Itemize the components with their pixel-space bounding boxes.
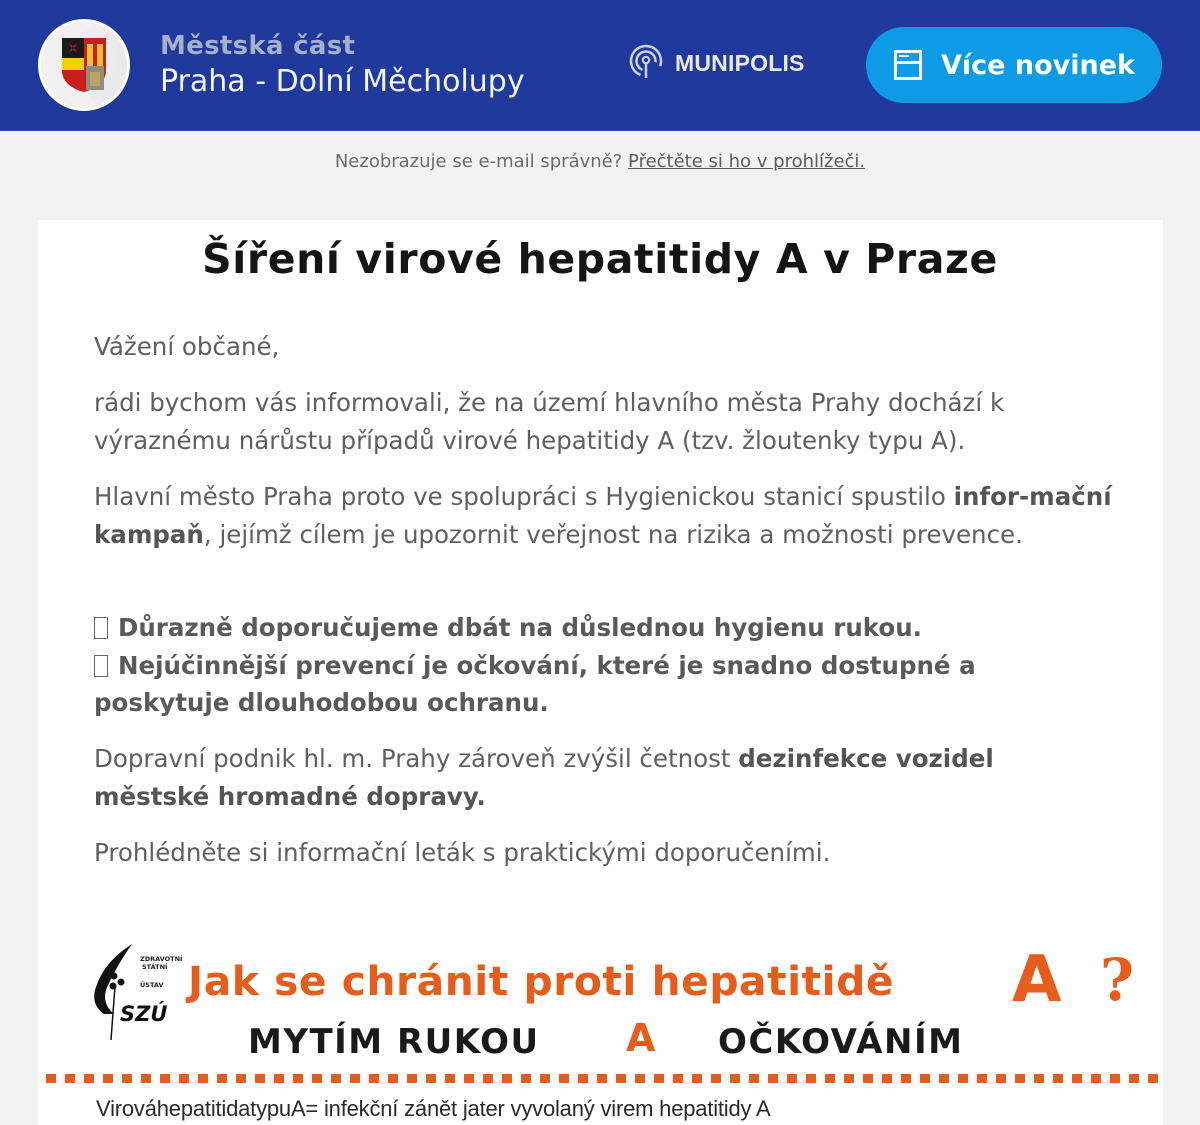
szu-small-text: ÚSTAV bbox=[140, 981, 164, 989]
greeting: Vážení občané, bbox=[94, 332, 280, 361]
article-title: Šíření virové hepatitidy A v Praze bbox=[202, 235, 998, 283]
paragraph-campaign bbox=[94, 478, 1114, 553]
campaign-text-after: , jejímž cílem je upozornit veřejnost na rizika a možnosti prevence. bbox=[203, 519, 1023, 549]
recommendation-item bbox=[94, 647, 1114, 722]
leaflet-vaccination: OČKOVÁNÍM bbox=[718, 1022, 964, 1062]
leaflet-title: Jak se chránit proti hepatitidě bbox=[188, 959, 895, 1005]
notice-text: Nezobrazuje se e-mail správně? bbox=[334, 151, 623, 172]
municipality-logo[interactable] bbox=[38, 19, 130, 111]
coat-of-arms-icon bbox=[60, 36, 108, 94]
campaign-text: Hlavní město Praha proto ve spolupráci s Hygienickou stanicí spustilo bbox=[94, 482, 954, 511]
paragraph-leaflet-intro: Prohlédněte si informační leták s praktickými doporučeními. bbox=[94, 838, 831, 867]
recommendation-text: Důrazně doporučujeme dbát na důslednou hygienu rukou. bbox=[118, 613, 922, 642]
campaign-bold: infor-mační kampaň bbox=[94, 482, 1112, 549]
szu-logo-text: SZÚ bbox=[120, 1002, 168, 1026]
munipolis-logo[interactable] bbox=[627, 44, 805, 82]
missing-emoji-icon bbox=[94, 617, 108, 639]
more-news-label: Více novinek bbox=[941, 49, 1135, 81]
munipolis-label: MUNIPOLIS bbox=[675, 49, 805, 76]
dashed-divider bbox=[46, 1074, 1162, 1083]
newspaper-icon bbox=[893, 49, 923, 81]
recommendations bbox=[94, 609, 1114, 722]
leaflet-definition: VirováhepatitidatypuA= infekční zánět jater vyvolaný virem hepatitidy A bbox=[96, 1096, 771, 1121]
recommendation-item bbox=[94, 609, 1114, 647]
email-header bbox=[0, 0, 1200, 131]
brand-title: Městská část bbox=[160, 31, 356, 61]
broadcast-icon bbox=[627, 44, 665, 82]
leaflet-question-mark: ? bbox=[1100, 946, 1134, 1014]
leaflet-handwashing: MYTÍM RUKOU bbox=[248, 1022, 540, 1062]
brand-subtitle: Praha - Dolní Měcholupy bbox=[160, 64, 525, 99]
szu-small-text: ZDRAVOTNÍ bbox=[140, 955, 183, 963]
transport-text: Dopravní podnik hl. m. Prahy zároveň zvýšil četnost bbox=[94, 744, 739, 773]
leaflet-and: A bbox=[626, 1016, 656, 1060]
recommendation-text: Nejúčinnější prevencí je očkování, které je snadno dostupné a poskytuje dlouhodobou ochranu. bbox=[94, 650, 976, 717]
paragraph-intro: rádi bychom vás informovali, že na území hlavního města Prahy dochází k výraznému nárůstu případů virové hepatitidy A (tzv. žloutenky typu A). bbox=[94, 388, 1005, 455]
transport-bold: dezinfekce vozidel městské hromadné dopravy. bbox=[94, 744, 994, 811]
leaflet-image[interactable] bbox=[40, 912, 1162, 1125]
szu-small-text: STÁTNÍ bbox=[142, 963, 168, 971]
more-news-button[interactable] bbox=[866, 27, 1162, 103]
view-in-browser-notice bbox=[0, 151, 1200, 172]
paragraph-transport bbox=[94, 740, 1114, 815]
missing-emoji-icon bbox=[94, 655, 108, 677]
view-in-browser-link[interactable]: Přečtěte si ho v prohlížeči. bbox=[628, 151, 866, 172]
leaflet-title-letter: A bbox=[1012, 943, 1062, 1017]
